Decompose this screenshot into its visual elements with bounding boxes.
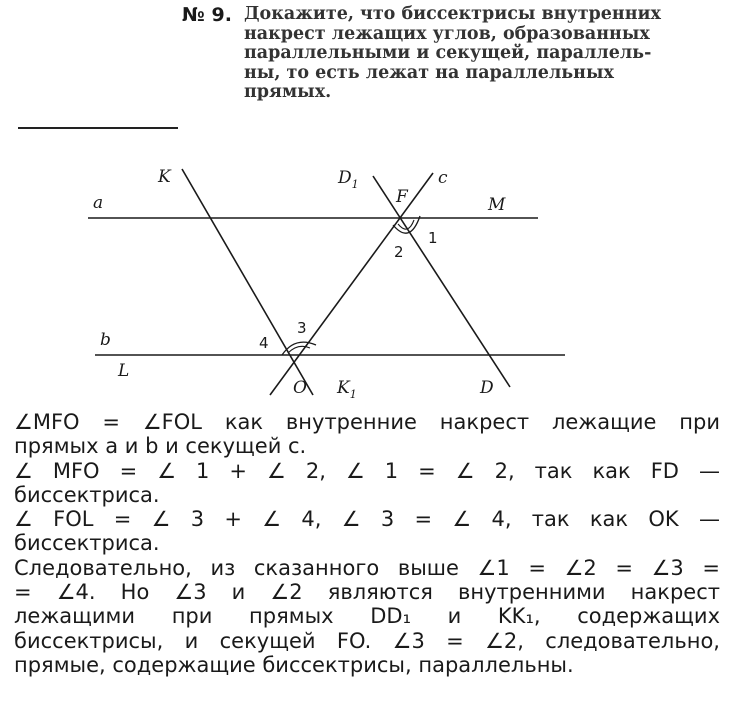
solution-line: биссектриса.	[14, 531, 160, 556]
solution-line: = ∠4. Но ∠3 и ∠2 являются внутренними накрест	[14, 580, 720, 605]
angle-label-3: 3	[297, 319, 307, 337]
solution-line: ∠ MFO = ∠ 1 + ∠ 2, ∠ 1 = ∠ 2, так как FD —	[14, 458, 720, 483]
angle-label-4: 4	[259, 334, 269, 352]
angle-label-2: 2	[394, 243, 404, 261]
solution-line: биссектрисы, и секущей FO. ∠3 = ∠2, следовательно,	[14, 628, 720, 653]
solution-line: ∠ FOL = ∠ 3 + ∠ 4, ∠ 3 = ∠ 4, так как OK —	[14, 507, 720, 532]
solution-line: лежащими при прямых DD₁ и KK₁, содержащих	[14, 604, 720, 629]
solution-text	[14, 410, 720, 677]
label-f: F	[396, 187, 408, 207]
label-c: c	[438, 168, 448, 188]
label-o: O	[293, 378, 307, 398]
problem-line: накрест лежащих углов, образованных	[244, 23, 650, 44]
label-l: L	[118, 361, 130, 381]
problem-line: параллельными и секущей, параллель-	[244, 43, 652, 63]
label-b: b	[100, 330, 111, 350]
label-k: K	[158, 167, 171, 187]
geometry-figure	[0, 150, 730, 410]
solution-line: прямых a и b и секущей c.	[14, 434, 307, 459]
problem-number: № 9.	[182, 4, 232, 26]
solution-line: прямые, содержащие биссектрисы, параллельны.	[14, 652, 574, 677]
solution-line: Следовательно, из сказанного выше ∠1 = ∠2 = ∠3 =	[14, 555, 720, 580]
solution-line: биссектриса.	[14, 482, 160, 507]
angle-arc-o	[282, 342, 316, 355]
label-d: D	[480, 378, 494, 398]
solution-line: ∠MFO = ∠FOL как внутренние накрест лежащие при	[14, 410, 720, 434]
problem-line: ны, то есть лежат на параллельных	[244, 62, 614, 83]
problem-statement	[244, 5, 722, 103]
angle-arc-o-inner	[288, 346, 310, 353]
label-m: M	[488, 195, 506, 215]
label-d1: $D_1$	[338, 168, 359, 191]
problem-line: Докажите, что биссектрисы внутренних	[244, 4, 661, 24]
problem-line: прямых.	[244, 82, 332, 102]
angle-label-1: 1	[428, 229, 438, 247]
label-k1: $K_1$	[337, 378, 357, 401]
label-a: a	[93, 193, 104, 213]
bisector-kk1	[182, 169, 313, 395]
separator-rule	[18, 127, 178, 129]
